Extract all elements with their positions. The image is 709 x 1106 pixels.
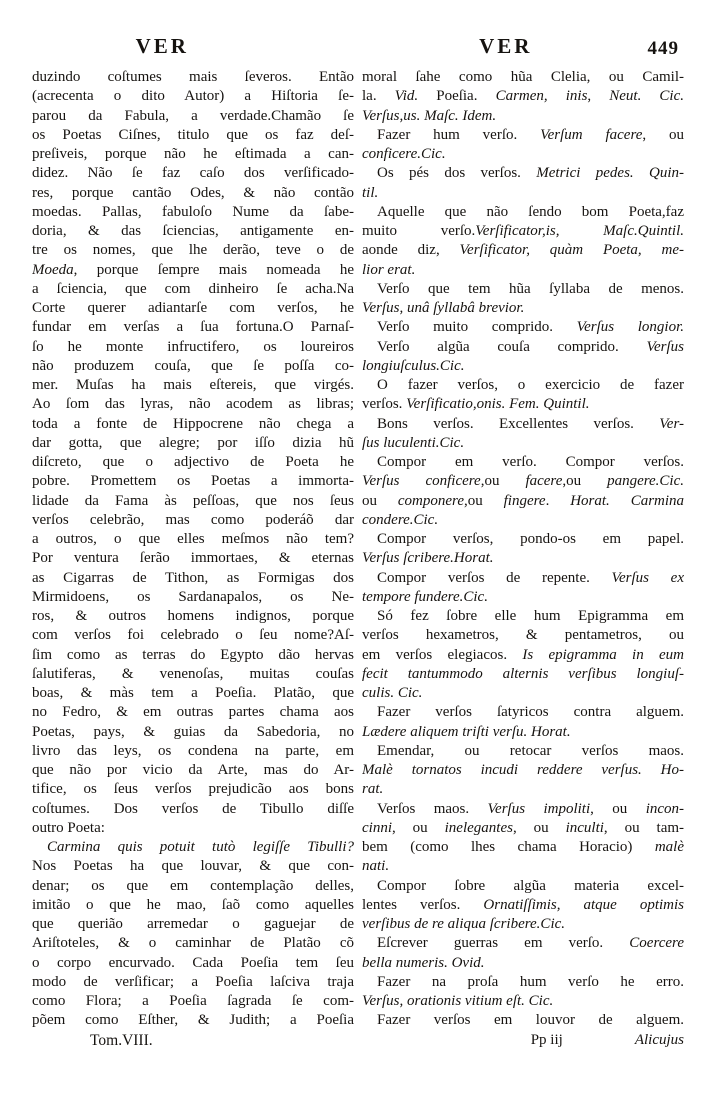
text-line: Só fez ſobre elle hum Epigramma em bbox=[377, 608, 684, 624]
text-line: (acrecenta o dito Autor) a Hiſtoria ſe- bbox=[32, 88, 354, 105]
text-line: res, porque cantão Odes, & não contão bbox=[32, 184, 354, 201]
text-line: rat. bbox=[362, 781, 384, 798]
text-line: Fazer hum verſo. Verſum facere, ou bbox=[377, 126, 684, 143]
text-line: bem (como lhes chama Horacio) malè bbox=[362, 839, 684, 855]
text-line: cinni, ou inelegantes, ou inculti, ou tam- bbox=[362, 819, 684, 836]
text-line: verſos celebrão, mas como poderáõ dar bbox=[32, 511, 354, 528]
text-line: duzindo coſtumes mais ſeveros. Então bbox=[32, 69, 354, 85]
text-line: Verſus ſcribere.Horat. bbox=[362, 550, 494, 567]
text-line: O fazer verſos, o exercicio de fazer bbox=[377, 377, 684, 393]
left-column bbox=[32, 68, 354, 1050]
text-line: verſibus de re aliqua ſcribere.Cic. bbox=[362, 916, 566, 932]
page-header bbox=[0, 0, 709, 66]
text-line: ſim como as terras do Egypto dão hervas bbox=[32, 646, 354, 663]
text-line: culis. Cic. bbox=[362, 685, 423, 701]
text-line: Ariſtoteles, & o caminhar de Platão cõ bbox=[32, 935, 354, 952]
text-line: Poetas, pays, & guias da Sabedoria, no bbox=[32, 723, 354, 740]
text-line: diſcreto, que o adjectivo de Poeta he bbox=[32, 454, 354, 470]
text-line: Verſus, unâ ſyllabâ brevior. bbox=[362, 300, 525, 316]
text-line: parou da Fabula, a verdade.Chamão ſe bbox=[32, 107, 354, 124]
text-line: Por ventura ſerão immortaes, & eternas bbox=[32, 550, 354, 567]
text-line: pobre. Promettem os Poetas a immorta- bbox=[32, 473, 354, 490]
text-line: Verſo que tem hũa ſyllaba de menos. bbox=[377, 280, 684, 297]
text-line: a outros, o que elles meſmos não tem? bbox=[32, 531, 354, 547]
text-line: a ſciencia, que com dinheiro ſe acha.Na bbox=[32, 280, 354, 297]
running-title-right: VER bbox=[479, 34, 533, 58]
text-line: Malè tornatos incudi reddere verſus. Ho- bbox=[362, 762, 684, 778]
text-line: condere.Cic. bbox=[362, 511, 439, 528]
text-line: Verſus,us. Maſc. Idem. bbox=[362, 107, 497, 124]
text-line: ros, & outros homens indignos, porque bbox=[32, 608, 354, 624]
text-line: preſiveis, porque não he eſtimada a can- bbox=[32, 146, 354, 162]
text-line: Verſo muito comprido. Verſus longior. bbox=[377, 319, 684, 336]
text-line: os Poetas Ciſnes, titulo que os faz deſ- bbox=[32, 126, 354, 143]
text-line: Verſos maos. Verſus impoliti, ou incon- bbox=[377, 800, 684, 817]
text-line: como Flora; a Poeſia ſagrada ſe com- bbox=[32, 993, 354, 1009]
text-columns bbox=[0, 66, 709, 1050]
text-line: Emendar, ou retocar verſos maos. bbox=[377, 742, 684, 759]
text-line: lentes verſos. Ornatiſſimis, atque optimis bbox=[362, 896, 684, 913]
text-line: fundar em verſas a ſua fortuna.O Parnaſ- bbox=[32, 319, 354, 336]
text-line: moedas. Pallas, fabuloſo Nume da ſabe- bbox=[32, 203, 354, 220]
text-line: doria, & das ſciencias, antigamente en- bbox=[32, 223, 354, 239]
text-line: Fazer na proſa hum verſo he erro. bbox=[377, 973, 684, 990]
text-line: ou componere,ou fingere. Horat. Carmina bbox=[362, 492, 684, 509]
text-line: com verſos foi celebrado o ſeu nome?Aſ- bbox=[32, 627, 354, 644]
text-line: verſos hexametros, & pentametros, ou bbox=[362, 627, 684, 644]
text-line: coſtumes. Dos verſos de Tibullo diſſe bbox=[32, 800, 354, 817]
text-line: didez. Não ſe faz caſo dos verſificado- bbox=[32, 165, 354, 182]
text-line: til. bbox=[362, 184, 379, 201]
text-line: ſus luculenti.Cic. bbox=[362, 434, 465, 451]
text-line: no Fedro, & em outras partes chama aos bbox=[32, 704, 354, 721]
text-line: tre os nomes, que lhe derão, teve o de bbox=[32, 242, 354, 259]
text-line: Compor em verſo. Compor verſos. bbox=[377, 454, 684, 470]
text-line: lidade da Fama às peſſoas, que nos ſeus bbox=[32, 492, 354, 509]
text-line: Compor ſobre algũa materia excel- bbox=[377, 877, 684, 894]
text-line: as Cigarras de Tithon, as Formigas dos bbox=[32, 569, 354, 586]
text-line: ſo he monte infructifero, os loureiros bbox=[32, 338, 354, 355]
text-line: mer. Muſas ha mais eſtereis, que virgés. bbox=[32, 377, 354, 393]
text-line: ſalutiferas, & venenoſas, muitas couſas bbox=[32, 665, 354, 682]
running-title-left: VER bbox=[135, 34, 189, 58]
text-line: livro das leys, os condena na parte, em bbox=[32, 742, 354, 759]
text-line: Compor verſos, pondo-os em papel. bbox=[377, 531, 684, 547]
text-line: fecit tantummodo alternis verſibus longiuſ- bbox=[362, 665, 684, 682]
text-line: Os pés dos verſos. Metrici pedes. Quin- bbox=[377, 165, 684, 182]
text-line: Carmina quis potuit tutò legiſſe Tibulli? bbox=[47, 839, 354, 855]
page-number: 449 bbox=[647, 38, 679, 59]
text-line: Fazer verſos ſatyricos contra alguem. bbox=[377, 704, 684, 721]
text-line: Nos Poetas ha que louvar, & que con- bbox=[32, 858, 354, 875]
volume-signature: Tom.VIII. bbox=[90, 1031, 153, 1049]
signature-row bbox=[362, 1031, 684, 1050]
text-line: modo de verſificar; a Poeſia laſciva traja bbox=[32, 973, 354, 990]
text-line: tempore fundere.Cic. bbox=[362, 588, 488, 605]
text-line: Bons verſos. Excellentes verſos. Ver- bbox=[377, 415, 684, 432]
text-line: não produzem couſa, que ſe poſſa co- bbox=[32, 357, 354, 374]
text-line: Verſus conficere,ou facere,ou pangere.Cic. bbox=[362, 473, 684, 490]
text-line: Corte querer adiantarſe com verſos, he bbox=[32, 300, 354, 316]
text-line: moral ſahe como hũa Clelia, ou Camil- bbox=[362, 69, 684, 85]
text-line: o corpo encurvado. Cada Poeſia tem ſeu bbox=[32, 954, 354, 971]
text-line: em verſos elegiacos. Is epigramma in eum bbox=[362, 646, 684, 663]
text-line: imitão o que he mao, ſaõ como aquelles bbox=[32, 896, 354, 913]
text-line: nati. bbox=[362, 858, 390, 875]
text-line: Verſus, orationis vitium eſt. Cic. bbox=[362, 993, 554, 1009]
text-line: tifice, os ſeus verſos prejudicão aos bons bbox=[32, 781, 354, 798]
text-line: longiuſculus.Cic. bbox=[362, 357, 465, 374]
text-line: que querião arremedar o gaguejar de bbox=[32, 916, 354, 932]
text-line: que não por vicio da Arte, mas do Ar- bbox=[32, 762, 354, 778]
text-line: outro Poeta: bbox=[32, 819, 105, 836]
text-line: muito verſo.Verſificator,is, Maſc.Quintil. bbox=[362, 223, 684, 239]
text-line: dar gotta, que alegre; por iſſo dizia hũ bbox=[32, 434, 354, 451]
text-line: Fazer verſos em louvor de alguem. bbox=[377, 1012, 684, 1029]
text-line: Mirmidoens, os Sardanapalos, os Ne- bbox=[32, 588, 354, 605]
text-line: la. Vid. Poeſia. Carmen, inis, Neut. Cic. bbox=[362, 88, 684, 105]
quire-signature: Pp iij bbox=[530, 1031, 563, 1048]
text-line: aonde diz, Verſificator, quàm Poeta, me- bbox=[362, 242, 684, 259]
text-line: põem como Eſther, & Judith; a Poeſia bbox=[32, 1012, 354, 1029]
text-line: lior erat. bbox=[362, 261, 416, 278]
text-line: conficere.Cic. bbox=[362, 146, 446, 162]
text-line: denar; os que em contemplação delles, bbox=[32, 877, 354, 894]
text-line: Aquelle que não ſendo bom Poeta,faz bbox=[377, 203, 684, 220]
catchword: Alicujus bbox=[634, 1031, 684, 1048]
text-line: boas, & màs tem a Poeſia. Platão, que bbox=[32, 685, 354, 701]
text-line: Verſo algũa couſa comprido. Verſus bbox=[377, 338, 684, 355]
text-line: Eſcrever guerras em verſo. Coercere bbox=[377, 935, 684, 952]
text-line: toda a fonte de Hippocrene não chega a bbox=[32, 415, 354, 432]
text-line: Ao ſom das lyras, não acodem as libras; bbox=[32, 396, 354, 413]
text-line: bella numeris. Ovid. bbox=[362, 954, 485, 971]
text-line: verſos. Verſificatio,onis. Fem. Quintil. bbox=[362, 396, 590, 413]
right-column bbox=[362, 68, 684, 1050]
text-line: Lædere aliquem triſti verſu. Horat. bbox=[362, 723, 571, 740]
text-line: Compor verſos de repente. Verſus ex bbox=[377, 569, 684, 586]
text-line: Moeda, porque ſempre mais nomeada he bbox=[32, 261, 354, 278]
